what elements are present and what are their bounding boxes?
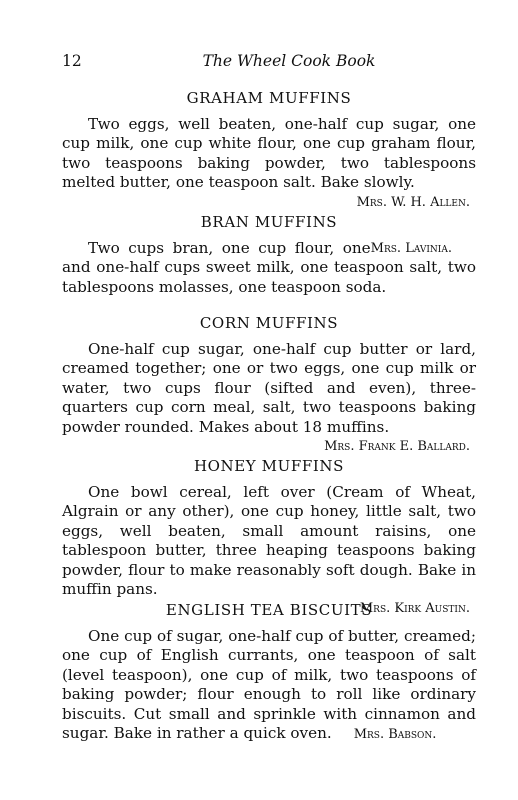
recipe-honey-muffins — [62, 456, 476, 619]
recipe-text: Mrs. Lavinia. Two cups bran, one cup flour, one and one-half cups sweet milk, one teaspoon salt, two tablespoons molasses, one teaspoon soda. — [62, 239, 476, 296]
page-number: 12 — [62, 52, 82, 70]
recipe-title: CORN MUFFINS — [199, 314, 339, 332]
recipe-author: Mrs. Babson. — [353, 727, 437, 743]
recipe-bran-muffins — [62, 212, 476, 297]
recipe-author: Mrs. Lavinia. — [370, 241, 452, 256]
recipe-title: GRAHAM MUFFINS — [186, 89, 352, 107]
recipe-title: HONEY MUFFINS — [193, 457, 345, 475]
recipe-title: ENGLISH TEA BISCUITS — [165, 601, 373, 619]
recipe-author: Mrs. Kirk Austin. — [359, 601, 470, 617]
recipe-corn-muffins — [62, 313, 476, 456]
recipe-author: Mrs. Frank E. Ballard. — [324, 439, 470, 455]
recipe-text: One cup of sugar, one-half cup of butter, creamed; one cup of English currants, one teaspoon of salt (level teaspoon), one cup of milk, two teaspoons of baking powder; flour enough to roll like ordinary biscuits. Cut small and sprinkle with cinnamon and sugar. Bake in rather a quick oven. Mrs. Babson. — [62, 627, 476, 743]
recipe-text: One-half cup sugar, one-half cup butter or lard, creamed together; one or two eggs, one cup milk or water, two cups flour (sifted and even), three-quarters cup corn meal, salt, two teaspoons baking powder rounded. Makes about 18 muffins. — [62, 340, 476, 436]
recipe-text: Two eggs, well beaten, one-half cup sugar, one cup milk, one cup white flour, one cup graham flour, two teaspoons baking powder, two tablespoons melted butter, one teaspoon salt. Bake slowly. — [62, 115, 476, 192]
recipe-text: One bowl cereal, left over (Cream of Wheat, Algrain or any other), one cup honey, little salt, two eggs, well beaten, small amount raisins, one tablespoon butter, three heaping teaspoons baking powder, flour to make reasonably soft dough. Bake in muffin pans. — [62, 483, 476, 599]
running-title: The Wheel Cook Book — [202, 52, 376, 70]
recipe-author: Mrs. W. H. Allen. — [356, 194, 470, 210]
recipe-graham-muffins — [62, 88, 476, 212]
page-header — [62, 52, 476, 74]
recipe-english-tea-biscuits — [62, 600, 476, 744]
recipe-title: BRAN MUFFINS — [200, 213, 338, 231]
